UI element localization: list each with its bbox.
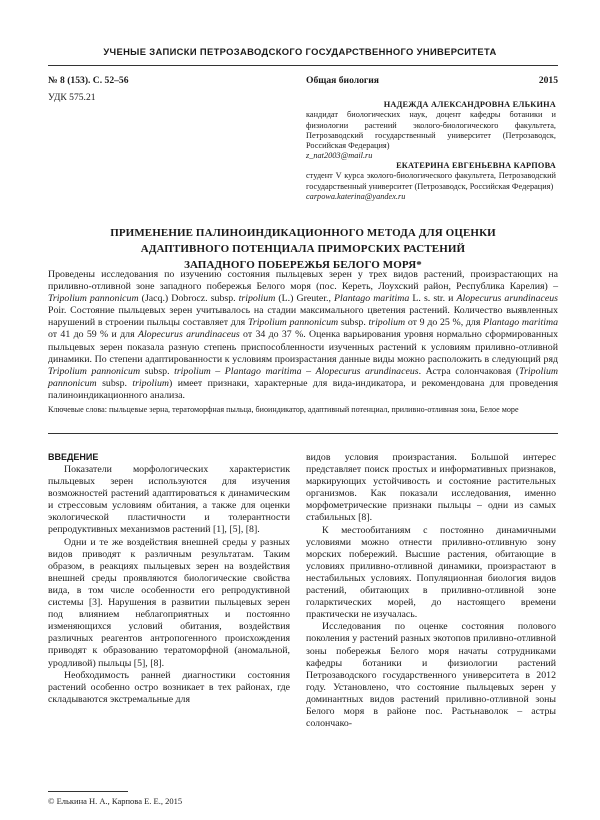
author-email[interactable]: carpowa.katerina@yandex.ru [306, 191, 406, 201]
species-name: Plantago maritima [224, 365, 302, 377]
author-affiliation: студент V курса эколого-биологического факультета, Петрозаводский государственный университет (Петрозаводск, Российская Федерация) [306, 171, 556, 191]
title-line: АДАПТИВНОГО ПОТЕНЦИАЛА ПРИМОРСКИХ РАСТЕНИЙ [140, 242, 466, 255]
species-name: tripolium [368, 317, 406, 329]
year: 2015 [538, 75, 558, 86]
abstract-text: от 34 до 37 %. Оценка варьирования уровня нормально сформированных пыльцевых зерен показала разную степень приспособленности изученных растений к условиям приливно-отливной динамики. По степени адаптированности к условиям произрастания данные виды можно расположить в следующий ряд [48, 329, 558, 365]
paragraph: Одни и те же воздействия внешней среды у разных видов приводят к различным результатам. Таким образом, в реакциях пыльцевых зерен на воздействия внешней среды проявляются биологические свойства вида, в том числе особенности его репродуктивной системы [3]. Нарушения в развитии пыльцевых зерен под влиянием неблагоприятных и постоянно изменяющихся условий обитания, воздействия различных реагентов антропогенного происхождения приводят к образованию тератоморфной (аномальной, уродливой) пыльцы [5], [8]. [48, 536, 290, 669]
abstract-text: от 9 до 25 %, для [405, 317, 484, 329]
author-block-2 [306, 161, 556, 202]
abstract [48, 269, 558, 402]
author-block-1 [306, 100, 556, 162]
abstract-text: ) имеет признаки, характерные для вида-индикатора, и рекомендована для проведения палиноиндикационного анализа. [48, 377, 558, 401]
species-name: Tripolium pannonicum [48, 365, 141, 377]
abstract-text: – [210, 365, 225, 377]
abstract-text: Poir. Состояние пыльцевых зерен учитывалось на стадии максимального цветения растений. Количество выявленных нарушений в строении пыльцы составляет для [48, 305, 558, 329]
abstract-text: subsp. [338, 317, 369, 329]
title-line: ПРИМЕНЕНИЕ ПАЛИНОИНДИКАЦИОННОГО МЕТОДА ДЛЯ ОЦЕНКИ [110, 227, 496, 239]
header-rule [48, 65, 558, 66]
article-title [48, 226, 558, 273]
paragraph: Исследования по оценке состояния полового поколения у растений разных экотопов приливно-отливной зоны побережья Белого моря начаты сотрудниками кафедры ботаники и физиологии растений Петрозаводского государственного университета в 2012 году. Установлено, что состояние пыльцевых зерен у доминантных видов растений приливно-отливной зоны Белого моря в районе пос. Растьнаволок – астры солончако- [306, 621, 556, 730]
species-name: tripolium [174, 365, 211, 377]
species-name: tripolium [238, 293, 276, 305]
abstract-text: (Jacq.) Dobrocz. subsp. [138, 293, 239, 305]
abstract-text: Проведены исследования по изучению состояния пыльцевых зерен у трех видов растений, произрастающих на приливно-отливной зоне западного побережья Белого моря (пос. Кереть, Лоухский район, Республика Карелия) – [48, 269, 558, 293]
species-name: Alopecurus arundinaceus [315, 365, 419, 377]
journal-title: УЧЕНЫЕ ЗАПИСКИ ПЕТРОЗАВОДСКОГО ГОСУДАРСТВЕННОГО УНИВЕРСИТЕТА [103, 46, 497, 57]
abstract-text: от 41 до 59 % и для [48, 329, 138, 341]
species-name: Alopecurus arundinaceus [456, 293, 559, 305]
author-name: НАДЕЖДА АЛЕКСАНДРОВНА ЕЛЬКИНА [383, 100, 556, 109]
abstract-text: subsp. [140, 365, 175, 377]
species-name: Plantago maritima [483, 317, 559, 329]
abstract-text: (L.) Greuter., [275, 293, 335, 305]
author-name: ЕКАТЕРИНА ЕВГЕНЬЕВНА КАРПОВА [396, 161, 556, 170]
keywords-rule [48, 433, 558, 434]
body-column-left [48, 464, 290, 706]
rubric: Общая биология [306, 75, 379, 86]
body-column-right [306, 452, 556, 730]
abstract-text: L. s. str. и [409, 293, 457, 305]
abstract-text: . Астра солончаковая ( [418, 365, 520, 377]
udk-code: УДК 575.21 [48, 92, 96, 103]
paragraph: Показатели морфологических характеристик пыльцевых зерен используются для изучения возможностей растений адаптироваться к динамическим и стрессовым условиям обитания, а также для оценки экологической пластичности и толерантности репродуктивных механизмов растений [1], [5], [8]. [48, 464, 290, 536]
species-name: Tripolium pannonicum [247, 317, 339, 329]
species-name: tripolium [132, 377, 170, 389]
section-heading: ВВЕДЕНИЕ [48, 452, 99, 462]
paragraph: К местообитаниям с постоянно динамичными условиями можно отнести приливно-отливную зону морских побережий. Высшие растения, обитающие в условиях приливно-отливной динамики, произрастают в нестабильных условиях. Популяционная биология видов растений, обитающих в приливно-отливной зоне голарктических морей, до настоящего времени практически не изучалась. [306, 524, 556, 621]
species-name: Tripolium pannonicum [48, 293, 139, 305]
author-affiliation: кандидат биологических наук, доцент кафедры ботаники и физиологии растений эколого-биологического факультета, Петрозаводский государственный университет (Петрозаводск, Российская Федерация) [306, 110, 556, 151]
species-name: Alopecurus arundinaceus [137, 329, 240, 341]
paragraph: видов условия произрастания. Большой интерес представляет поиск простых и информативных признаков, маркирующих устойчивость и состояние растительных организмов. Как показали исследования, именно морфометрические признаки пыльцы – одни из самых стабильных [8]. [306, 452, 556, 524]
abstract-text: – [301, 365, 316, 377]
keywords: Ключевые слова: пыльцевые зерна, тератоморфная пыльца, биоиндикатор, адаптивный потенциал, приливно-отливная зона, Белое море [48, 405, 519, 414]
issue-number: № 8 (153). С. 52–56 [48, 75, 129, 86]
footnote-rule [48, 791, 128, 792]
abstract-text: subsp. [96, 377, 133, 389]
copyright: © Елькина Н. А., Карпова Е. Е., 2015 [48, 796, 183, 806]
paragraph: Необходимость ранней диагностики состояния растений особенно остро возникает в тех районах, где складываются экстремальные для [48, 669, 290, 705]
species-name: Plantago maritima [334, 293, 410, 305]
species-name: Tripolium pannonicum [48, 365, 559, 389]
title-line: ЗАПАДНОГО ПОБЕРЕЖЬЯ БЕЛОГО МОРЯ* [184, 258, 422, 271]
author-email[interactable]: z_nat2003@mail.ru [306, 151, 373, 161]
